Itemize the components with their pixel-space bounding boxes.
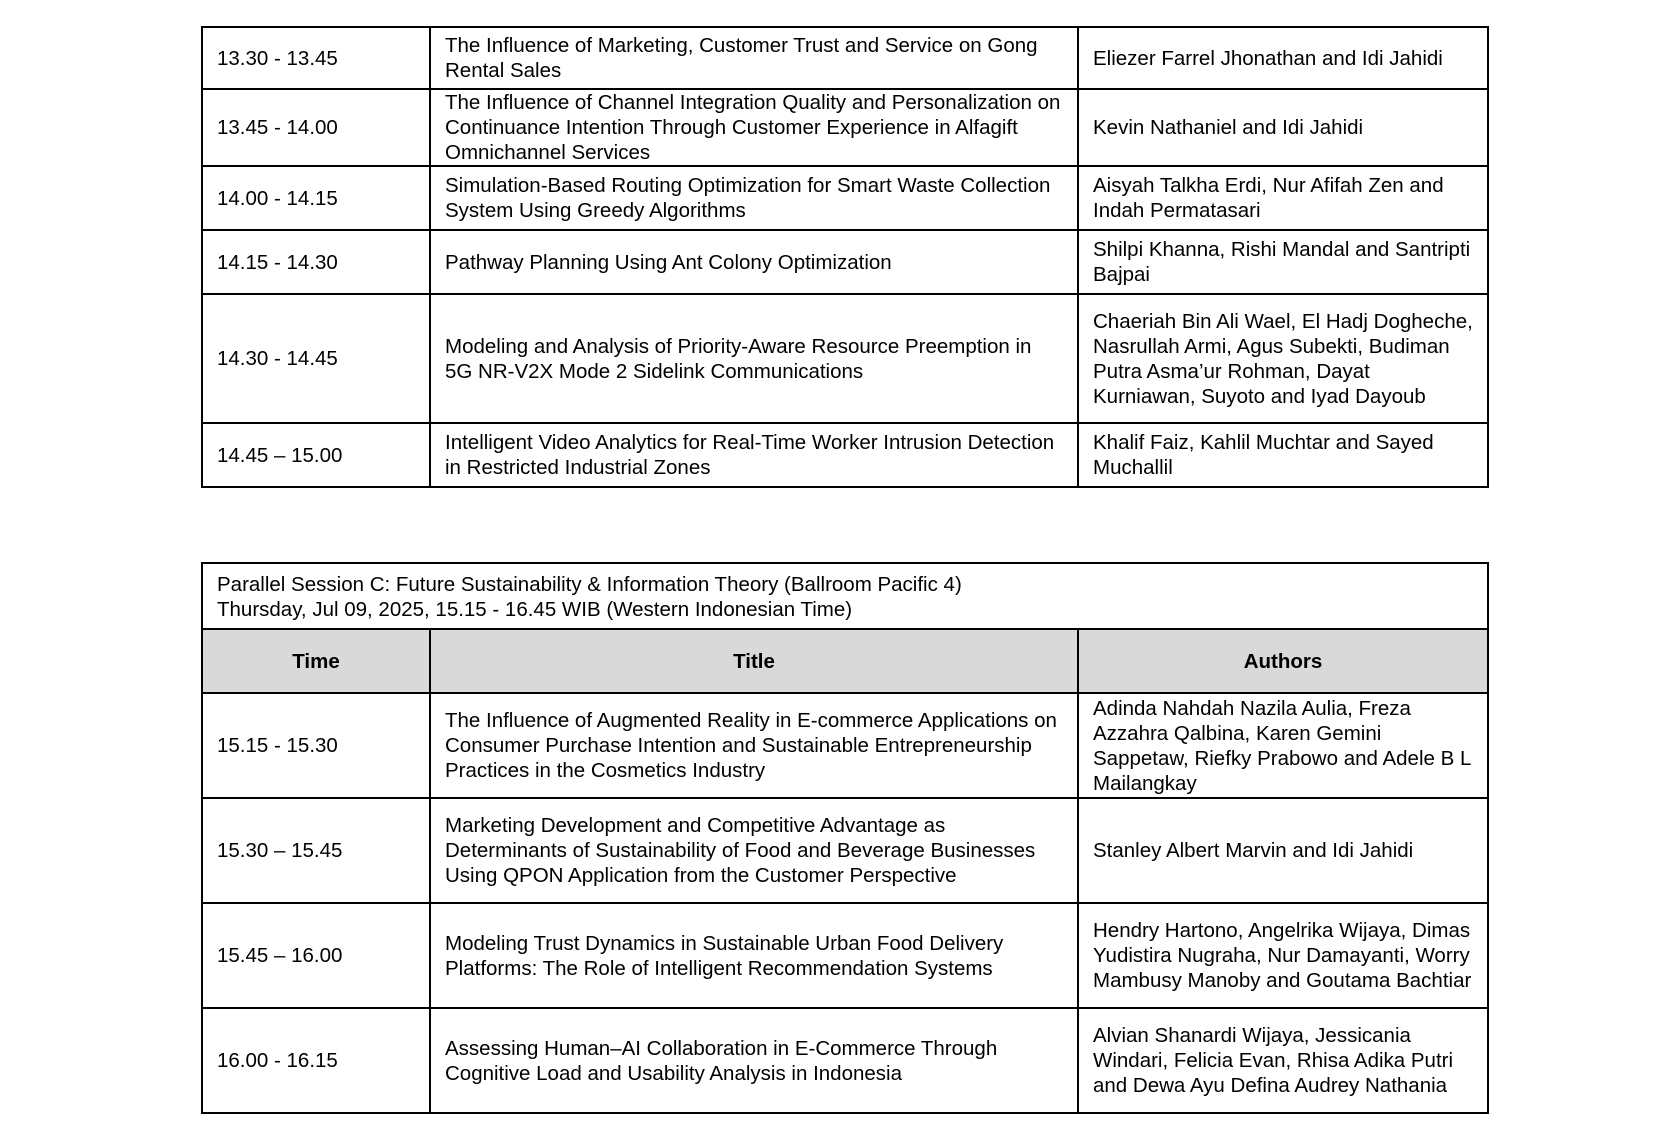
authors-cell: Shilpi Khanna, Rishi Mandal and Santripti Bajpai [1078, 230, 1488, 294]
table-row [202, 294, 1488, 423]
title-cell: The Influence of Augmented Reality in E-commerce Applications on Consumer Purchase Intention and Sustainable Entrepreneurship Practices in the Cosmetics Industry [430, 693, 1078, 798]
session-header-row [202, 563, 1488, 629]
title-cell: Assessing Human–AI Collaboration in E-Commerce Through Cognitive Load and Usability Analysis in Indonesia [430, 1008, 1078, 1113]
time-cell: 14.15 - 14.30 [202, 230, 430, 294]
title-cell: The Influence of Marketing, Customer Trust and Service on Gong Rental Sales [430, 27, 1078, 89]
time-cell: 13.30 - 13.45 [202, 27, 430, 89]
authors-cell: Aisyah Talkha Erdi, Nur Afifah Zen and Indah Permatasari [1078, 166, 1488, 230]
table-row [202, 89, 1488, 166]
title-cell: Modeling Trust Dynamics in Sustainable Urban Food Delivery Platforms: The Role of Intelligent Recommendation Systems [430, 903, 1078, 1008]
time-column-header: Time [202, 629, 430, 693]
authors-cell: Khalif Faiz, Kahlil Muchtar and Sayed Muchallil [1078, 423, 1488, 487]
parallel-session-c-table [201, 562, 1489, 1114]
table-row [202, 423, 1488, 487]
table-row [202, 798, 1488, 903]
session-time: Thursday, Jul 09, 2025, 15.15 - 16.45 WIB (Western Indonesian Time) [217, 598, 853, 621]
authors-cell: Stanley Albert Marvin and Idi Jahidi [1078, 798, 1488, 903]
title-column-header: Title [430, 629, 1078, 693]
session-info [202, 563, 1488, 629]
title-cell: Marketing Development and Competitive Advantage as Determinants of Sustainability of Food and Beverage Businesses Using QPON Application from the Customer Perspective [430, 798, 1078, 903]
authors-cell: Chaeriah Bin Ali Wael, El Hadj Dogheche, Nasrullah Armi, Agus Subekti, Budiman Putra Asma’ur Rohman, Dayat Kurniawan, Suyoto and Iyad Dayoub [1078, 294, 1488, 423]
time-cell: 13.45 - 14.00 [202, 89, 430, 166]
authors-cell: Kevin Nathaniel and Idi Jahidi [1078, 89, 1488, 166]
time-cell: 15.15 - 15.30 [202, 693, 430, 798]
authors-cell: Hendry Hartono, Angelrika Wijaya, Dimas Yudistira Nugraha, Nur Damayanti, Worry Mambusy Manoby and Goutama Bachtiar [1078, 903, 1488, 1008]
authors-column-header: Authors [1078, 629, 1488, 693]
table-row [202, 166, 1488, 230]
table-row [202, 230, 1488, 294]
authors-cell: Eliezer Farrel Jhonathan and Idi Jahidi [1078, 27, 1488, 89]
title-cell: Intelligent Video Analytics for Real-Time Worker Intrusion Detection in Restricted Industrial Zones [430, 423, 1078, 487]
table-row [202, 693, 1488, 798]
table-row [202, 27, 1488, 89]
title-cell: Pathway Planning Using Ant Colony Optimization [430, 230, 1078, 294]
authors-cell: Alvian Shanardi Wijaya, Jessicania Windari, Felicia Evan, Rhisa Adika Putri and Dewa Ayu Defina Audrey Nathania [1078, 1008, 1488, 1113]
authors-cell: Adinda Nahdah Nazila Aulia, Freza Azzahra Qalbina, Karen Gemini Sappetaw, Riefky Prabowo and Adele B L Mailangkay [1078, 693, 1488, 798]
session-title: Parallel Session C: Future Sustainability & Information Theory (Ballroom Pacific 4) [217, 573, 962, 596]
time-cell: 16.00 - 16.15 [202, 1008, 430, 1113]
title-cell: Modeling and Analysis of Priority-Aware Resource Preemption in 5G NR-V2X Mode 2 Sidelink Communications [430, 294, 1078, 423]
table-row [202, 1008, 1488, 1113]
time-cell: 15.45 – 16.00 [202, 903, 430, 1008]
time-cell: 15.30 – 15.45 [202, 798, 430, 903]
time-cell: 14.45 – 15.00 [202, 423, 430, 487]
table-row [202, 903, 1488, 1008]
time-cell: 14.00 - 14.15 [202, 166, 430, 230]
title-cell: The Influence of Channel Integration Quality and Personalization on Continuance Intention Through Customer Experience in Alfagift Omnichannel Services [430, 89, 1078, 166]
schedule-table-continued [201, 26, 1489, 488]
title-cell: Simulation-Based Routing Optimization for Smart Waste Collection System Using Greedy Algorithms [430, 166, 1078, 230]
column-header-row [202, 629, 1488, 693]
time-cell: 14.30 - 14.45 [202, 294, 430, 423]
